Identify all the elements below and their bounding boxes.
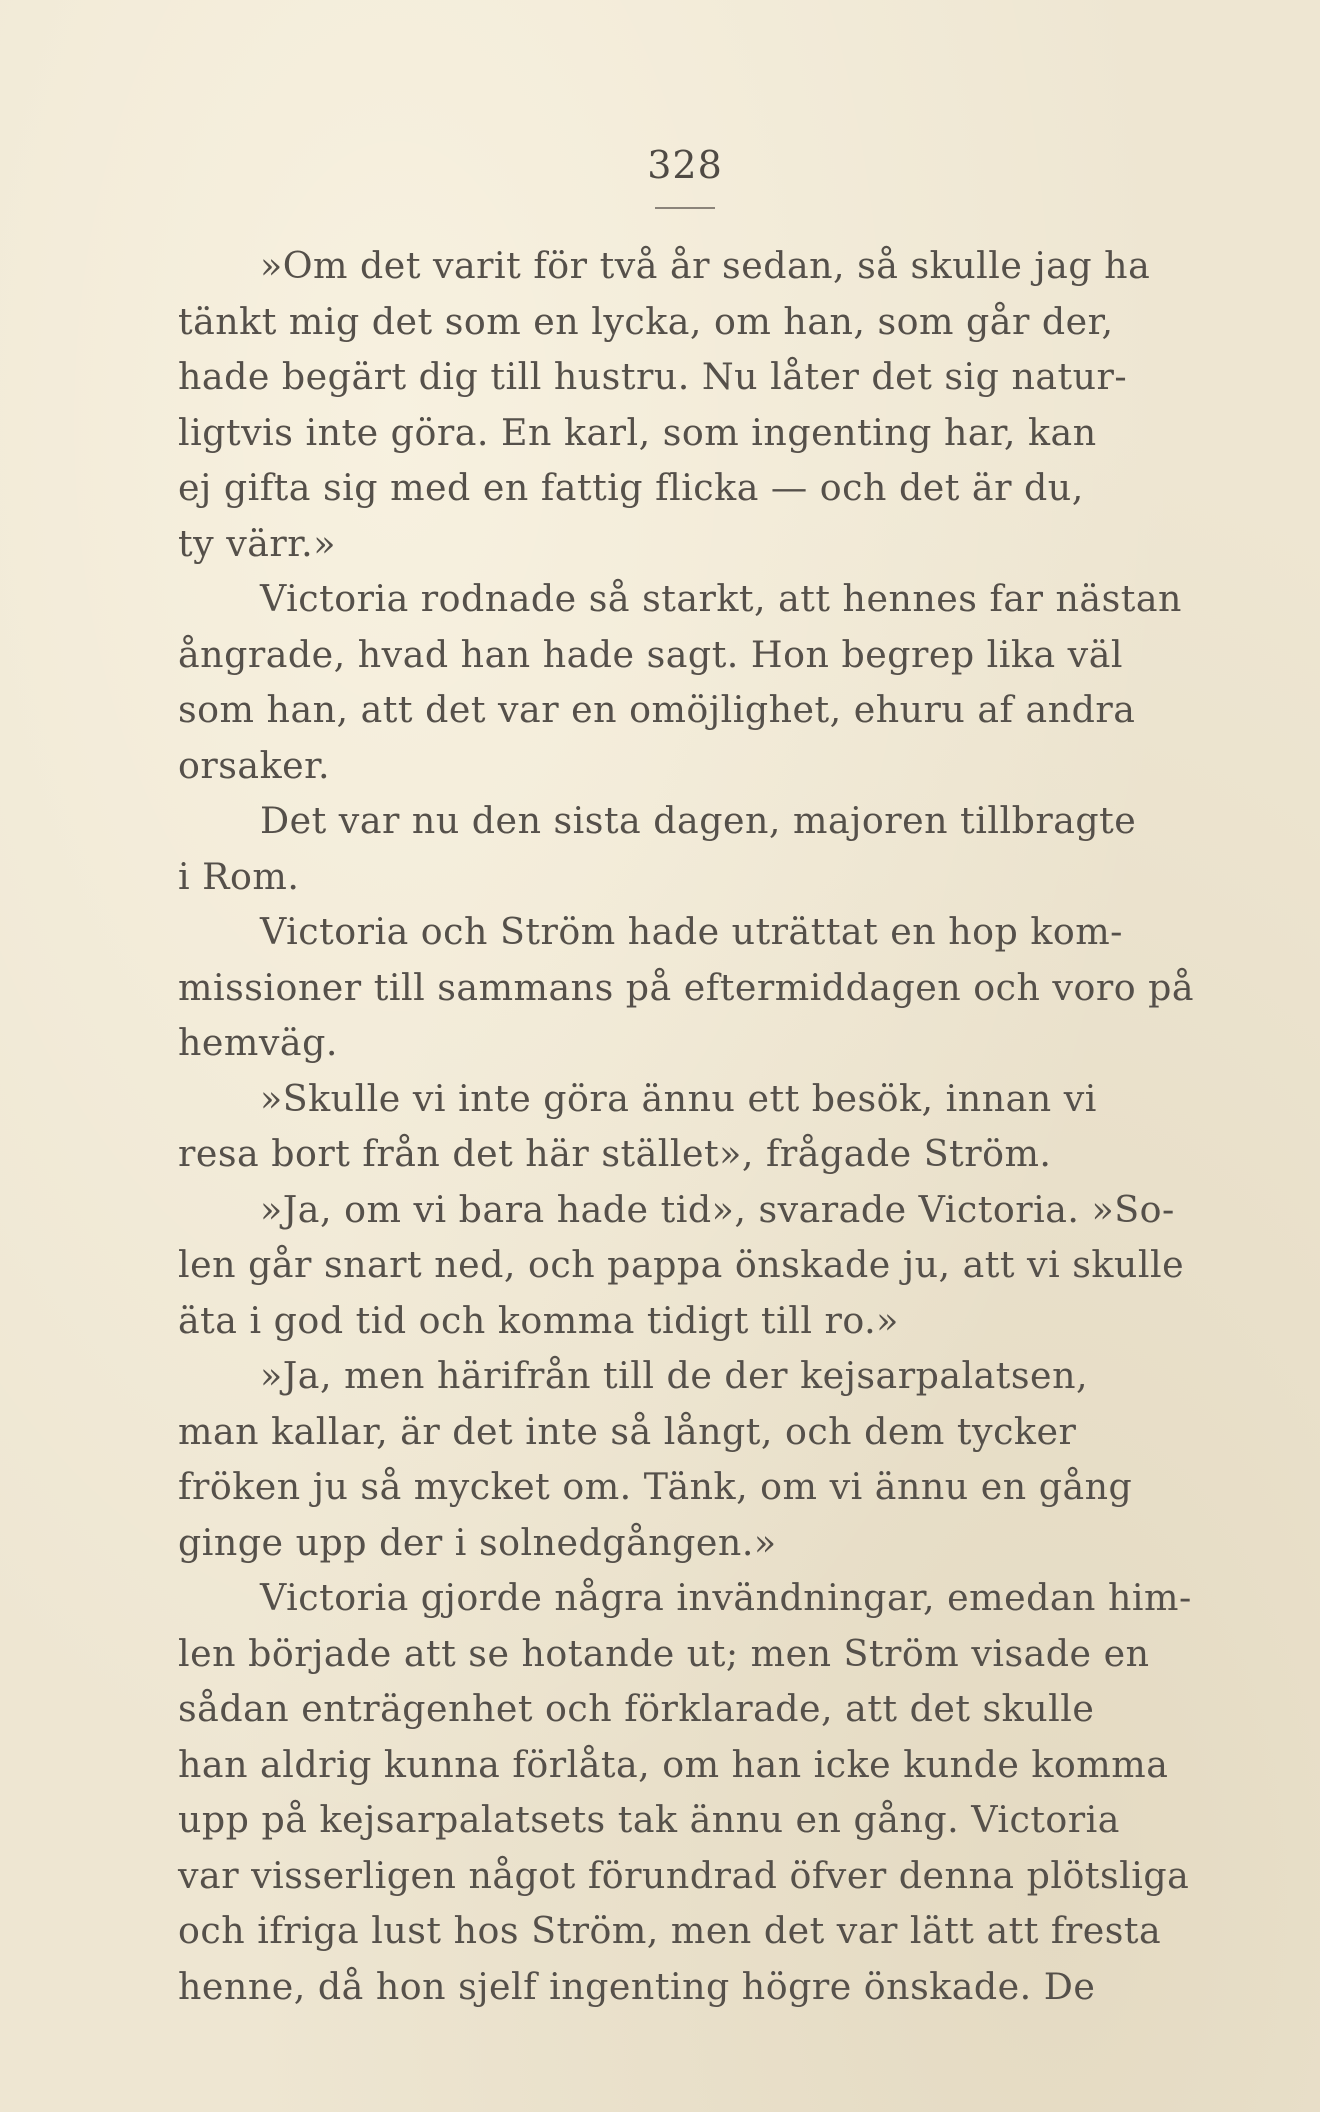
text-line: han aldrig kunna förlåta, om han icke kunde komma bbox=[178, 1742, 1169, 1786]
text-line: äta i god tid och komma tidigt till ro.» bbox=[178, 1298, 899, 1342]
body-text bbox=[178, 238, 1318, 2014]
text-line: »Ja, om vi bara hade tid», svarade Victoria. »So- bbox=[260, 1187, 1175, 1231]
text-line: hade begärt dig till hustru. Nu låter det sig natur- bbox=[178, 355, 1128, 398]
text-line: ty värr.» bbox=[178, 521, 336, 565]
text-line: »Skulle vi inte göra ännu ett besök, innan vi bbox=[260, 1076, 1097, 1120]
text-line: Victoria och Ström hade uträttat en hop kom- bbox=[260, 910, 1123, 953]
text-line: ej gifta sig med en fattig flicka — och det är du, bbox=[178, 466, 1084, 509]
text-line: sådan enträgenhet och förklarade, att det skulle bbox=[178, 1687, 1095, 1730]
text-line: Victoria gjorde några invändningar, emedan him- bbox=[260, 1576, 1192, 1619]
text-line: i Rom. bbox=[178, 854, 300, 898]
text-line: tänkt mig det som en lycka, om han, som går der, bbox=[178, 299, 1114, 343]
text-line: len går snart ned, och pappa önskade ju, att vi skulle bbox=[178, 1243, 1185, 1286]
text-line: missioner till sammans på eftermiddagen och voro på bbox=[178, 965, 1195, 1009]
text-line: man kallar, är det inte så långt, och dem tycker bbox=[178, 1409, 1077, 1453]
text-line: resa bort från det här stället», frågade Ström. bbox=[178, 1132, 1052, 1175]
text-line: ångrade, hvad han hade sagt. Hon begrep lika väl bbox=[178, 632, 1123, 676]
text-line: Victoria rodnade så starkt, att hennes far nästan bbox=[260, 577, 1182, 620]
text-line: och ifriga lust hos Ström, men det var lätt att fresta bbox=[178, 1909, 1162, 1952]
text-line: som han, att det var en omöjlighet, ehuru af andra bbox=[178, 688, 1136, 731]
text-line: ligtvis inte göra. En karl, som ingenting har, kan bbox=[178, 410, 1097, 454]
text-line: »Ja, men härifrån till de der kejsarpalatsen, bbox=[260, 1354, 1089, 1397]
text-line: upp på kejsarpalatsets tak ännu en gång. Victoria bbox=[178, 1798, 1120, 1841]
text-line: henne, då hon sjelf ingenting högre önskade. De bbox=[178, 1964, 1096, 2008]
text-line: ginge upp der i solnedgången.» bbox=[178, 1520, 777, 1564]
text-line: var visserligen något förundrad öfver denna plötsliga bbox=[178, 1853, 1190, 1897]
text-line: Det var nu den sista dagen, majoren tillbragte bbox=[260, 799, 1137, 842]
text-line: hemväg. bbox=[178, 1021, 338, 1064]
text-line: len började att se hotande ut; men Ström visade en bbox=[178, 1631, 1150, 1675]
text-line: fröken ju så mycket om. Tänk, om vi ännu en gång bbox=[178, 1465, 1133, 1508]
text-line: »Om det varit för två år sedan, så skulle jag ha bbox=[260, 244, 1151, 287]
page-number: 328 bbox=[647, 143, 723, 187]
page-number-rule bbox=[655, 207, 715, 209]
text-line: orsaker. bbox=[178, 743, 331, 787]
